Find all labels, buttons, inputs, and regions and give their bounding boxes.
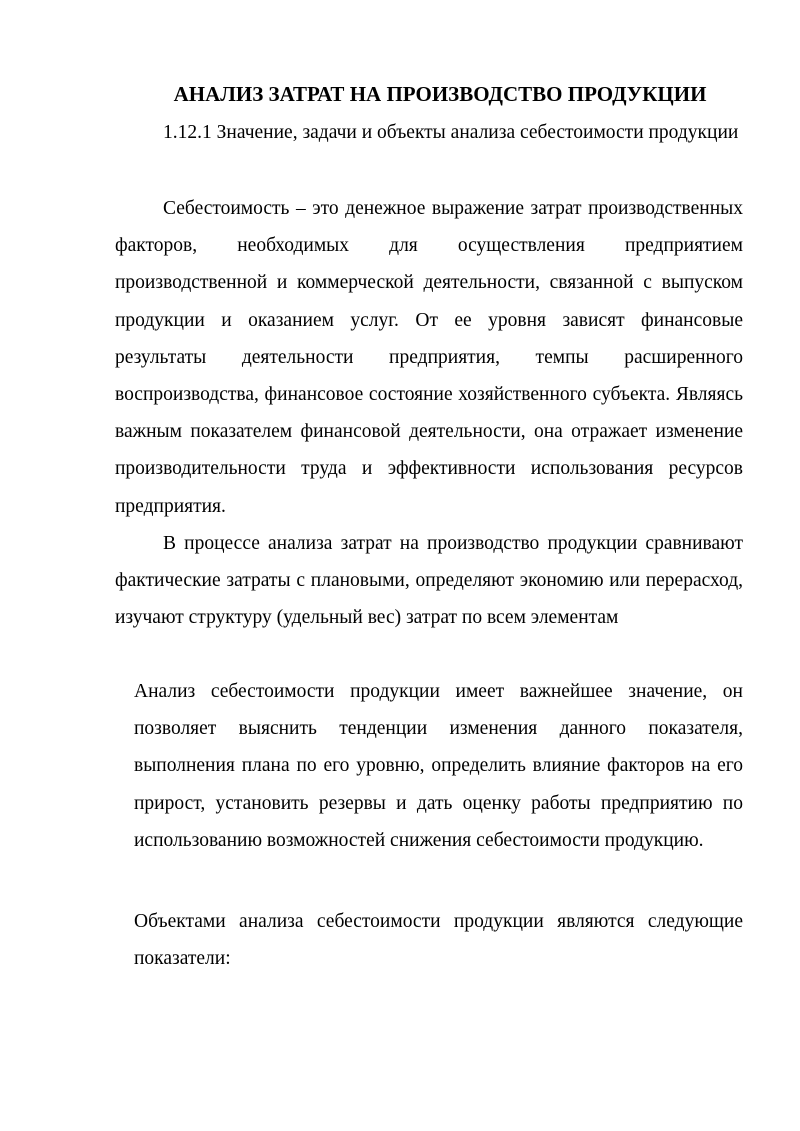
- subsection-heading: 1.12.1 Значение, задачи и объекты анализа себестоимости продукции: [163, 122, 739, 143]
- paragraph-analysis-importance: Анализ себестоимости продукции имеет важнейшее значение, он позволяет выяснить тенденции изменения данного показателя, выполнения плана по его уровню, определить влияние факторов на его прирост, установить резервы и дать оценку работы предприятию по использованию возможностей снижения себестоимости продукцию.: [134, 681, 743, 851]
- paragraph-cost-definition: Себестоимость – это денежное выражение затрат производственных факторов, необходимых для осуществления предприятием производственной и коммерческой деятельности, связанной с выпуском продукции и оказанием услуг. От ее уровня зависят финансовые результаты деятельности предприятия, темпы расширенного воспроизводства, финансовое состояние хозяйственного субъекта. Являясь важным показателем финансовой деятельности, она отражает изменение производительности труда и эффективности использования ресурсов предприятия.: [115, 198, 743, 517]
- paragraph-analysis-objects: Объектами анализа себестоимости продукции являются следующие показатели:: [134, 911, 743, 970]
- page-title: АНАЛИЗ ЗАТРАТ НА ПРОИЗВОДСТВО ПРОДУКЦИИ: [173, 82, 707, 106]
- paragraph-analysis-process: В процессе анализа затрат на производство продукции сравнивают фактические затраты с плановыми, определяют экономию или перерасход, изучают структуру (удельный вес) затрат по всем элементам: [115, 533, 743, 629]
